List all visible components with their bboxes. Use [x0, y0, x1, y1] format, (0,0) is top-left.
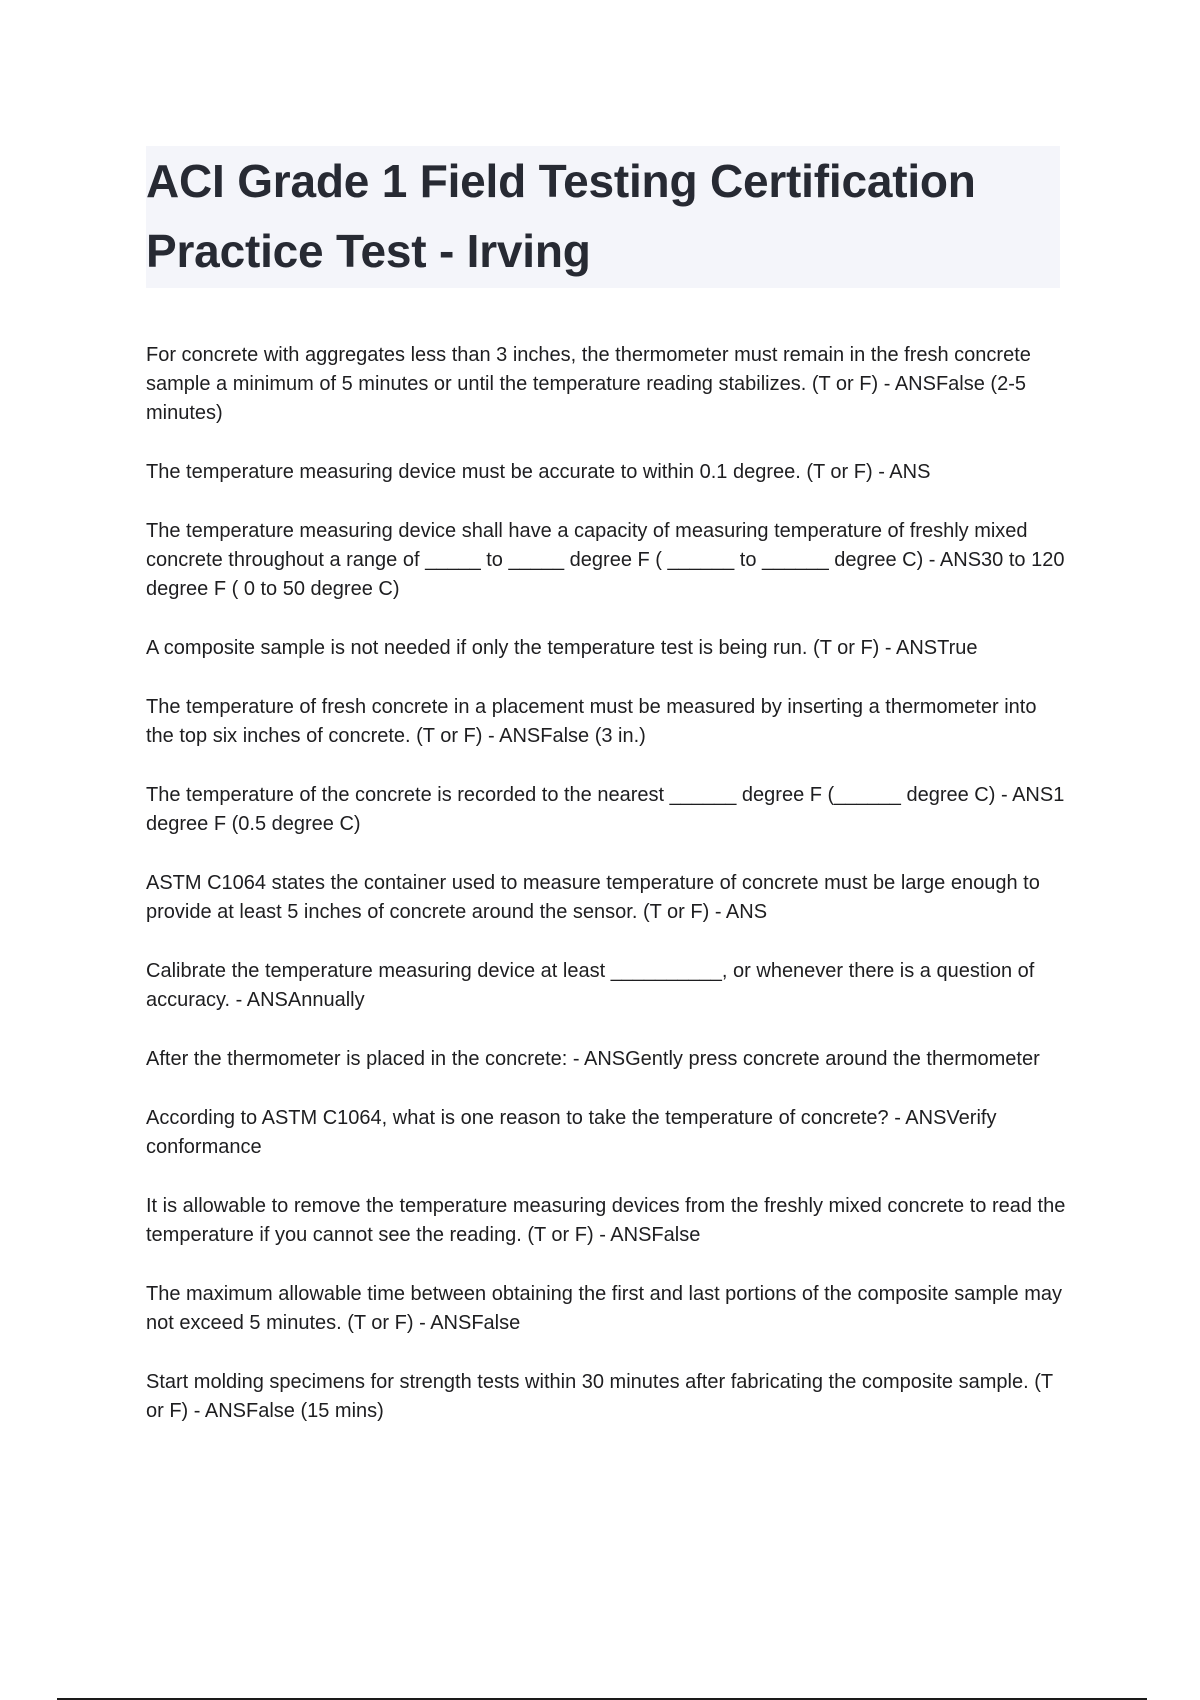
qa-item: The temperature of fresh concrete in a placement must be measured by inserting a thermometer into the top six inches of concrete. (T or F) - ANSFalse (3 in.)	[146, 696, 1043, 747]
qa-item: After the thermometer is placed in the concrete: - ANSGently press concrete around the thermometer	[146, 1048, 1040, 1070]
qa-item: A composite sample is not needed if only the temperature test is being run. (T or F) - ANSTrue	[146, 637, 978, 659]
qa-item: The temperature of the concrete is recorded to the nearest ______ degree F (______ degree C) - ANS1 degree F (0.5 degree C)	[146, 784, 1070, 835]
qa-item: ASTM C1064 states the container used to measure temperature of concrete must be large enough to provide at least 5 inches of concrete around the sensor. (T or F) - ANS	[146, 872, 1046, 923]
qa-item: Start molding specimens for strength tests within 30 minutes after fabricating the composite sample. (T or F) - ANSFalse (15 mins)	[146, 1371, 1059, 1422]
qa-item: The temperature measuring device must be accurate to within 0.1 degree. (T or F) - ANS	[146, 461, 931, 483]
qa-item: According to ASTM C1064, what is one reason to take the temperature of concrete? - ANSVerify conformance	[146, 1107, 1003, 1158]
qa-item: For concrete with aggregates less than 3 inches, the thermometer must remain in the fresh concrete sample a minimum of 5 minutes or until the temperature reading stabilizes. (T or F) - ANSFalse (2-5 minutes)	[146, 344, 1037, 424]
qa-item: Calibrate the temperature measuring device at least __________, or whenever there is a question of accuracy. - ANSAnnually	[146, 960, 1040, 1011]
qa-item: The maximum allowable time between obtaining the first and last portions of the composite sample may not exceed 5 minutes. (T or F) - ANSFalse	[146, 1283, 1068, 1334]
document-title: ACI Grade 1 Field Testing Certification Practice Test - Irving	[146, 155, 976, 277]
title-banner	[146, 146, 1060, 288]
qa-item: The temperature measuring device shall have a capacity of measuring temperature of freshly mixed concrete throughout a range of _____ to _____ degree F ( ______ to ______ degree C) - ANS30 to 120 degree F ( 0 to 50 degree C)	[146, 520, 1071, 600]
question-answer-list	[146, 341, 1071, 1456]
qa-item: It is allowable to remove the temperature measuring devices from the freshly mixed concrete to read the temperature if you cannot see the reading. (T or F) - ANSFalse	[146, 1195, 1071, 1246]
